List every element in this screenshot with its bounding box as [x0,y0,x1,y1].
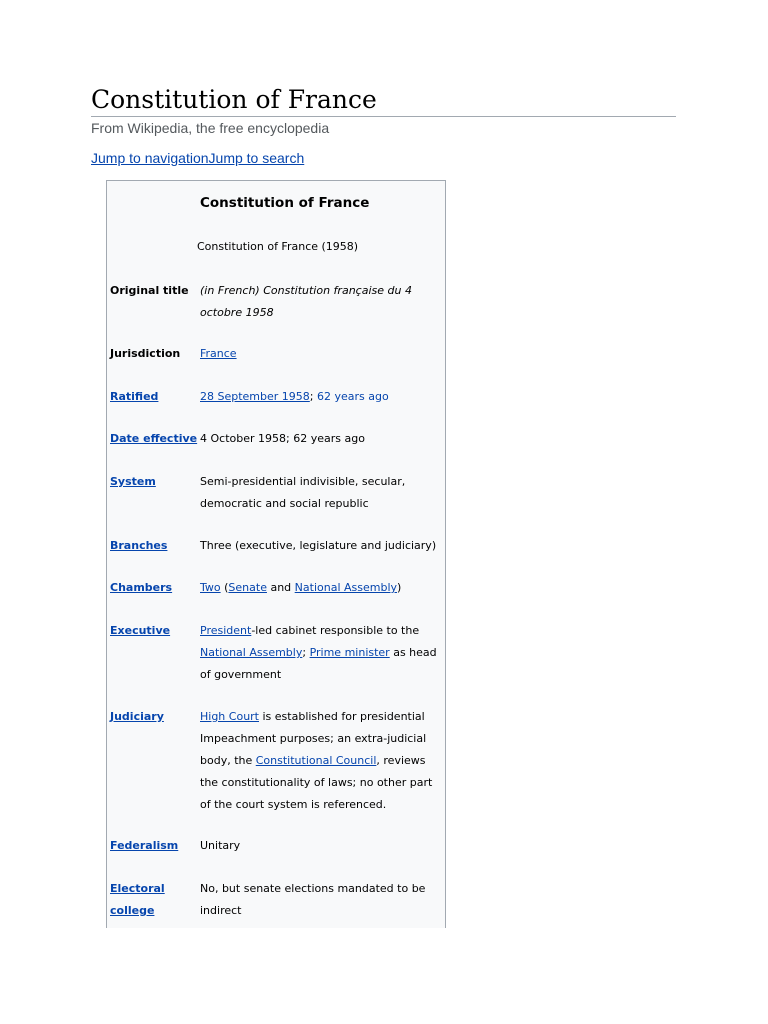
label-judiciary [110,706,198,728]
chambers-and: and [270,581,292,594]
link-date-effective[interactable]: Date effective [110,432,198,445]
link-constitutional-council[interactable]: Constitutional Council [255,754,377,767]
label-date-effective [110,428,198,450]
value-judiciary [200,706,440,816]
link-high-court[interactable]: High Court [200,710,259,723]
link-senate[interactable]: Senate [228,581,267,594]
link-two[interactable]: Two [200,581,221,594]
label-electoral-college [110,878,198,922]
value-system: Semi-presidential indivisible, secular, democratic and social republic [200,475,406,510]
executive-separator: ; [302,646,307,659]
link-chambers[interactable]: Chambers [110,581,173,594]
label-jurisdiction: Jurisdiction [110,347,181,360]
value-electoral-college: No, but senate elections mandated to be indirect [200,882,426,917]
site-tagline: From Wikipedia, the free encyclopedia [91,120,330,136]
executive-text-2: as head of government [200,646,437,681]
value-jurisdiction [200,343,440,365]
value-date-effective: 4 October 1958; 62 years ago [200,432,365,445]
executive-text-1: -led cabinet responsible to the [251,624,420,637]
judiciary-text-1: is established for presidential Impeachment purposes; an extra-judicial body, the [200,710,427,767]
infobox-caption: Constitution of France [200,195,370,211]
value-branches: Three (executive, legislature and judiciary) [200,539,437,552]
link-prime-minister[interactable]: Prime minister [309,646,390,659]
link-system[interactable]: System [110,475,156,488]
original-title-text: Constitution française du 4 octobre 1958 [200,284,412,319]
link-president[interactable]: President [200,624,252,637]
jump-to-navigation-link[interactable]: Jump to navigation [91,150,209,166]
link-ratified-ago[interactable]: 62 years ago [317,390,389,403]
infobox-subcaption: Constitution of France (1958) [197,240,359,253]
link-electoral-college[interactable]: Electoral college [110,882,165,917]
value-federalism: Unitary [200,839,241,852]
original-title-lang: (in French) [200,284,260,297]
value-original-title [200,280,440,324]
jump-to-search-link[interactable]: Jump to search [208,150,305,166]
link-judiciary[interactable]: Judiciary [110,710,164,723]
label-executive [110,620,198,642]
chambers-close-paren: ) [397,581,402,594]
value-chambers [200,577,440,599]
label-branches [110,535,198,557]
value-executive [200,620,440,686]
ratified-separator: ; [309,390,314,403]
infobox [106,180,446,928]
value-ratified [200,386,440,408]
page-title: Constitution of France [91,84,676,117]
link-branches[interactable]: Branches [110,539,168,552]
label-ratified [110,386,198,408]
label-system [110,471,198,493]
link-france[interactable]: France [200,347,237,360]
label-chambers [110,577,198,599]
link-ratified-date[interactable]: 28 September 1958 [200,390,310,403]
chambers-open-paren: ( [224,581,229,594]
label-federalism [110,835,198,857]
link-executive[interactable]: Executive [110,624,171,637]
link-national-assembly[interactable]: National Assembly [294,581,398,594]
label-original-title: Original title [110,284,189,297]
link-federalism[interactable]: Federalism [110,839,179,852]
judiciary-text-2: , reviews the constitutionality of laws; no other part of the court system is referenced. [200,754,433,811]
jump-links [91,150,304,166]
link-executive-national-assembly[interactable]: National Assembly [200,646,303,659]
link-ratified[interactable]: Ratified [110,390,159,403]
